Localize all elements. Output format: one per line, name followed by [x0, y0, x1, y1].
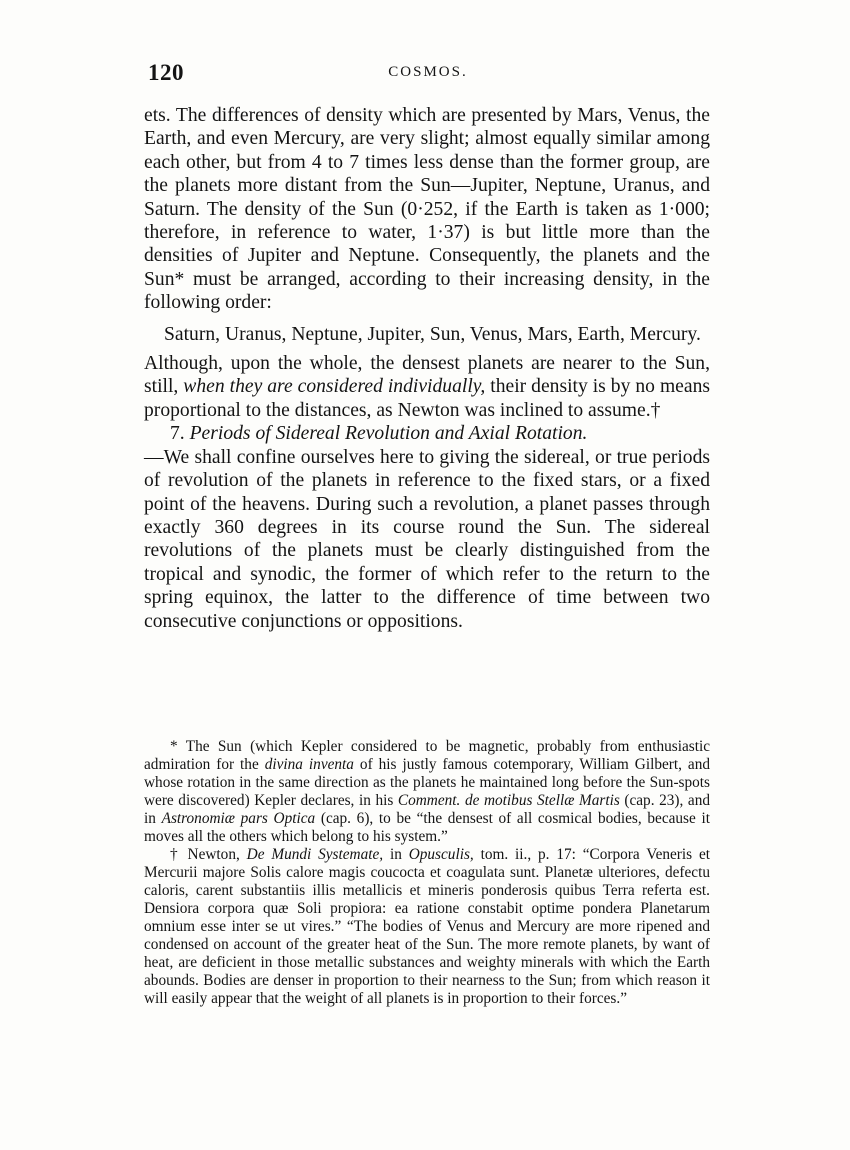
page-header: [148, 60, 708, 90]
footnote-newton: [144, 846, 710, 1008]
footnote-newton-text-1: Newton,: [187, 846, 247, 863]
section-title: Periods of Sidereal Revolution and Axial Rotation.: [189, 423, 588, 445]
footnotes: [144, 738, 710, 1008]
main-text: [144, 104, 710, 633]
page-number: 120: [148, 60, 184, 85]
paragraph-distances: [144, 352, 710, 422]
footnote-sun: [144, 738, 710, 846]
footnote-marker-dagger: †: [170, 846, 188, 863]
footnote-sun-emphasis-3: Astronomiæ pars Optica: [161, 810, 316, 827]
paragraph-distances-text-b: their density is by no means proportional to the distances, as Newton was inclined to assume.†: [144, 376, 711, 421]
footnote-marker-asterisk: *: [170, 738, 186, 755]
footnote-newton-text-3: tom. ii., p. 17: “Corpora Veneris et Mercurii majore Solis calore magis coucocta et coagulata sunt. Planetæ ulteriores, defectu caloris, carent substantiis illis metallicis et mineris ponderosis quibus Terra referta est. Densiora corpora quæ Soli propiora: ea ratione constabit optime pondera Planetarum omnium esse inter se ut vires.” “The bodies of Venus and Mercury are more ripened and condensed on account of the greater heat of the Sun. The more remote planets, by want of heat, are deficient in those metallic substances and weighty minerals with which the Earth abounds. Bodies are denser in proportion to their nearness to the Sun; from which reason it will easily appear that the weight of all planets is in proportion to their forces.”: [144, 846, 710, 1007]
footnote-newton-text-2: in: [383, 846, 409, 863]
footnote-sun-text-1: The Sun (which Kepler considered to be magnetic, probably from enthusiastic admiration for the: [144, 738, 710, 773]
section-number: 7.: [170, 423, 190, 445]
running-title: COSMOS.: [388, 64, 468, 80]
footnote-sun-text-2: of his justly famous cotemporary, William Gilbert, and whose rotation in the same direction as the planets he maintained long before the Sun-spots were discovered) Kepler declares, in his: [144, 756, 710, 809]
footnote-sun-text-4: (cap. 6), to be “the densest of all cosmical bodies, because it moves all the others which belong to his system.”: [144, 810, 710, 845]
footnote-sun-text-3: (cap. 23), and in: [144, 792, 711, 827]
footnote-sun-emphasis-2: Comment. de motibus Stellæ Martis: [397, 792, 620, 809]
paragraph-distances-emphasis: when they are considered individually,: [183, 376, 486, 398]
footnote-newton-emphasis-1: De Mundi Systemate,: [246, 846, 384, 863]
paragraph-sidereal-periods: —We shall confine ourselves here to giving the sidereal, or true periods of revolution of the planets in reference to the fixed stars, or a fixed point of the heavens. During such a revolution, a planet passes through exactly 360 degrees in its course round the Sun. The sidereal revolutions of the planets must be clearly distinguished from the tropical and synodic, the former of which refer to the return to the spring equinox, the latter to the difference of time between two consecutive conjunctions or oppositions.: [144, 446, 710, 632]
section-heading: [144, 422, 710, 445]
paragraph-density: ets. The differences of density which are presented by Mars, Venus, the Earth, and even Mercury, are very slight; almost equally similar among each other, but from 4 to 7 times less dense than the former group, are the planets more distant from the Sun—Jupiter, Neptune, Uranus, and Saturn. The density of the Sun (0·252, if the Earth is taken as 1·000; therefore, in reference to water, 1·37) is but little more than the densities of Jupiter and Neptune. Consequently, the planets and the Sun* must be arranged, according to their increasing density, in the following order:: [144, 105, 710, 314]
footnote-newton-emphasis-2: Opusculis,: [408, 846, 474, 863]
footnote-sun-emphasis-1: divina inventa: [264, 756, 354, 773]
paragraph-distances-text-a: Although, upon the whole, the densest planets are nearer to the Sun, still,: [144, 353, 710, 398]
planet-density-order: Saturn, Uranus, Neptune, Jupiter, Sun, Venus, Mars, Earth, Mercury.: [164, 323, 701, 345]
